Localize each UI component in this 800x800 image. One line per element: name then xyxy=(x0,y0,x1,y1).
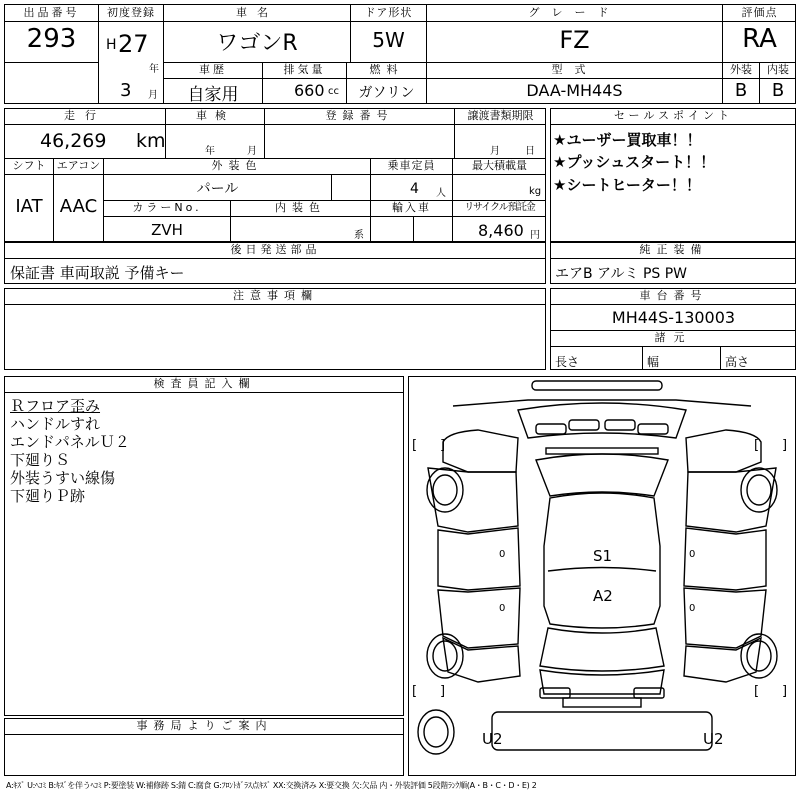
transfer-day-unit: 日 xyxy=(525,146,535,157)
inspection-year-unit: 年 xyxy=(205,146,215,157)
door-type: 5W xyxy=(372,28,405,52)
sales-point-item: ★ユーザー買取車！！ xyxy=(553,131,702,149)
score-label: 評価点 xyxy=(741,6,778,19)
capacity-label: 乗車定員 xyxy=(387,159,436,172)
registration-month: 3 xyxy=(120,80,132,101)
color-number-label: カラーNo. xyxy=(132,201,202,214)
transfer-month-unit: 月 xyxy=(490,146,500,157)
inspector-note: Ｒフロア歪み xyxy=(10,397,101,415)
model: DAA-MH44S xyxy=(526,81,623,100)
exterior-color-label: 外装色 xyxy=(211,159,263,172)
notes-label: 注意事項欄 xyxy=(233,289,318,302)
chassis-number: MH44S-130003 xyxy=(611,308,736,327)
exterior-label: 外装 xyxy=(730,63,752,76)
recycle-deposit-unit: 円 xyxy=(530,230,540,241)
damage-code-u2-right: U2 xyxy=(703,730,724,748)
bracket-left-3: [ xyxy=(412,684,418,699)
lot-number-label: 出品番号 xyxy=(23,6,80,19)
zero-mark: 0 xyxy=(499,603,506,614)
inspector-note: 外装うすい線傷 xyxy=(10,469,116,487)
max-load-label: 最大積載量 xyxy=(472,159,527,172)
genuine-equipment-label: 純正装備 xyxy=(639,243,708,256)
fuel: ガソリン xyxy=(358,85,415,101)
inspector-note: 下廻りＰ跡 xyxy=(10,487,86,505)
sales-point-item: ★シートヒーター！！ xyxy=(553,176,701,194)
inspector-note: エンドパネルＵ２ xyxy=(10,433,130,451)
sales-points-label: セールスポイント xyxy=(613,109,733,122)
genuine-equipment: エアB アルミ PS PW xyxy=(555,266,688,282)
recycle-deposit: 8,460 xyxy=(478,221,524,240)
specs-block xyxy=(4,108,546,242)
chassis-number-label: 車台番号 xyxy=(639,289,708,302)
mileage-unit: km xyxy=(136,130,166,152)
interior-color-label: 内装色 xyxy=(275,201,326,214)
damage-code-u2-left: U2 xyxy=(482,730,503,748)
inspection-label: 車検 xyxy=(196,109,234,122)
dimensions-label: 諸元 xyxy=(654,331,693,344)
bracket-right-1: ] xyxy=(440,438,446,453)
displacement-unit: cc xyxy=(328,86,339,97)
width-label: 幅 xyxy=(647,355,660,369)
capacity-unit: 人 xyxy=(436,188,446,199)
score: RA xyxy=(742,24,777,54)
later-parts: 保証書 車両取説 予備キー xyxy=(10,264,185,282)
bracket-left-4: [ xyxy=(754,684,760,699)
grade: FZ xyxy=(559,26,590,54)
inspector-notes-label: 検査員記入欄 xyxy=(153,377,256,390)
inspector-note: ハンドルすれ xyxy=(10,415,101,433)
mileage-label: 走行 xyxy=(64,109,106,122)
shift: IAT xyxy=(15,196,43,217)
mileage: 46,269 xyxy=(40,130,107,152)
first-registration-label: 初度登録 xyxy=(107,6,155,19)
sales-point-item: ★プッシュスタート！！ xyxy=(553,153,716,171)
history-label: 車歴 xyxy=(199,63,227,76)
car-name: ワゴンR xyxy=(216,31,298,56)
capacity: 4 xyxy=(410,181,419,197)
bracket-right-2: ] xyxy=(782,438,788,453)
car-diagram xyxy=(408,376,796,776)
shift-label: シフト xyxy=(12,159,46,172)
lot-number: 293 xyxy=(26,24,77,54)
damage-code-legend: A:ｷｽﾞ U:ﾍｺﾐ B:ｷｽﾞを伴うﾍｺﾐ P:要塗装 W:補修跡 S:錆 C:腐食 G:ﾌﾛﾝﾄｶﾞﾗｽ点ｷｽﾞ XX:交換済み X:要交換 欠:欠品 内・外装評価 5段階ﾗﾝｸ順(A・B・C・D・E) 2 xyxy=(6,781,537,790)
bracket-left-1: [ xyxy=(412,438,418,453)
era: H xyxy=(106,37,117,53)
inspection-month-unit: 月 xyxy=(247,146,257,157)
registration-year: 27 xyxy=(118,30,149,58)
transfer-deadline-label: 譲渡書類期限 xyxy=(467,109,534,122)
aircon-label: エアコン xyxy=(56,159,101,172)
zero-mark: 0 xyxy=(689,549,696,560)
exterior-grade: B xyxy=(734,80,748,101)
import-label: 輸入車 xyxy=(392,201,431,214)
bracket-right-4: ] xyxy=(782,684,788,699)
recycle-deposit-label: リサイクル預託金 xyxy=(464,202,535,213)
color-number: ZVH xyxy=(151,221,183,239)
length-label: 長さ xyxy=(555,355,580,369)
damage-code-s1: S1 xyxy=(593,547,613,565)
fuel-label: 燃料 xyxy=(369,63,404,76)
later-parts-label: 後日発送部品 xyxy=(230,243,321,256)
zero-mark: 0 xyxy=(689,603,696,614)
door-type-label: ドア形状 xyxy=(364,6,413,19)
interior-color-unit: 系 xyxy=(354,230,364,241)
interior-label: 内装 xyxy=(767,63,789,76)
displacement: 660 xyxy=(294,81,325,100)
bracket-right-3: ] xyxy=(440,684,446,699)
inspector-note: 下廻りＳ xyxy=(10,451,71,469)
registration-number-label: 登録番号 xyxy=(325,109,394,122)
car-name-label: 車名 xyxy=(236,6,278,19)
height-label: 高さ xyxy=(725,355,750,369)
office-notice-label: 事務局よりご案内 xyxy=(136,719,273,732)
damage-code-a2: A2 xyxy=(593,587,613,605)
aircon: AAC xyxy=(59,196,98,217)
max-load-unit: kg xyxy=(529,186,542,197)
bracket-left-2: [ xyxy=(754,438,760,453)
month-unit: 月 xyxy=(148,90,158,101)
model-label: 型式 xyxy=(551,63,598,76)
interior-grade: B xyxy=(771,80,785,101)
grade-label: グレード xyxy=(528,6,621,19)
displacement-label: 排気量 xyxy=(283,63,326,76)
zero-mark: 0 xyxy=(499,549,506,560)
history: 自家用 xyxy=(187,85,239,105)
year-unit: 年 xyxy=(149,64,159,75)
exterior-color: パール xyxy=(196,181,239,197)
